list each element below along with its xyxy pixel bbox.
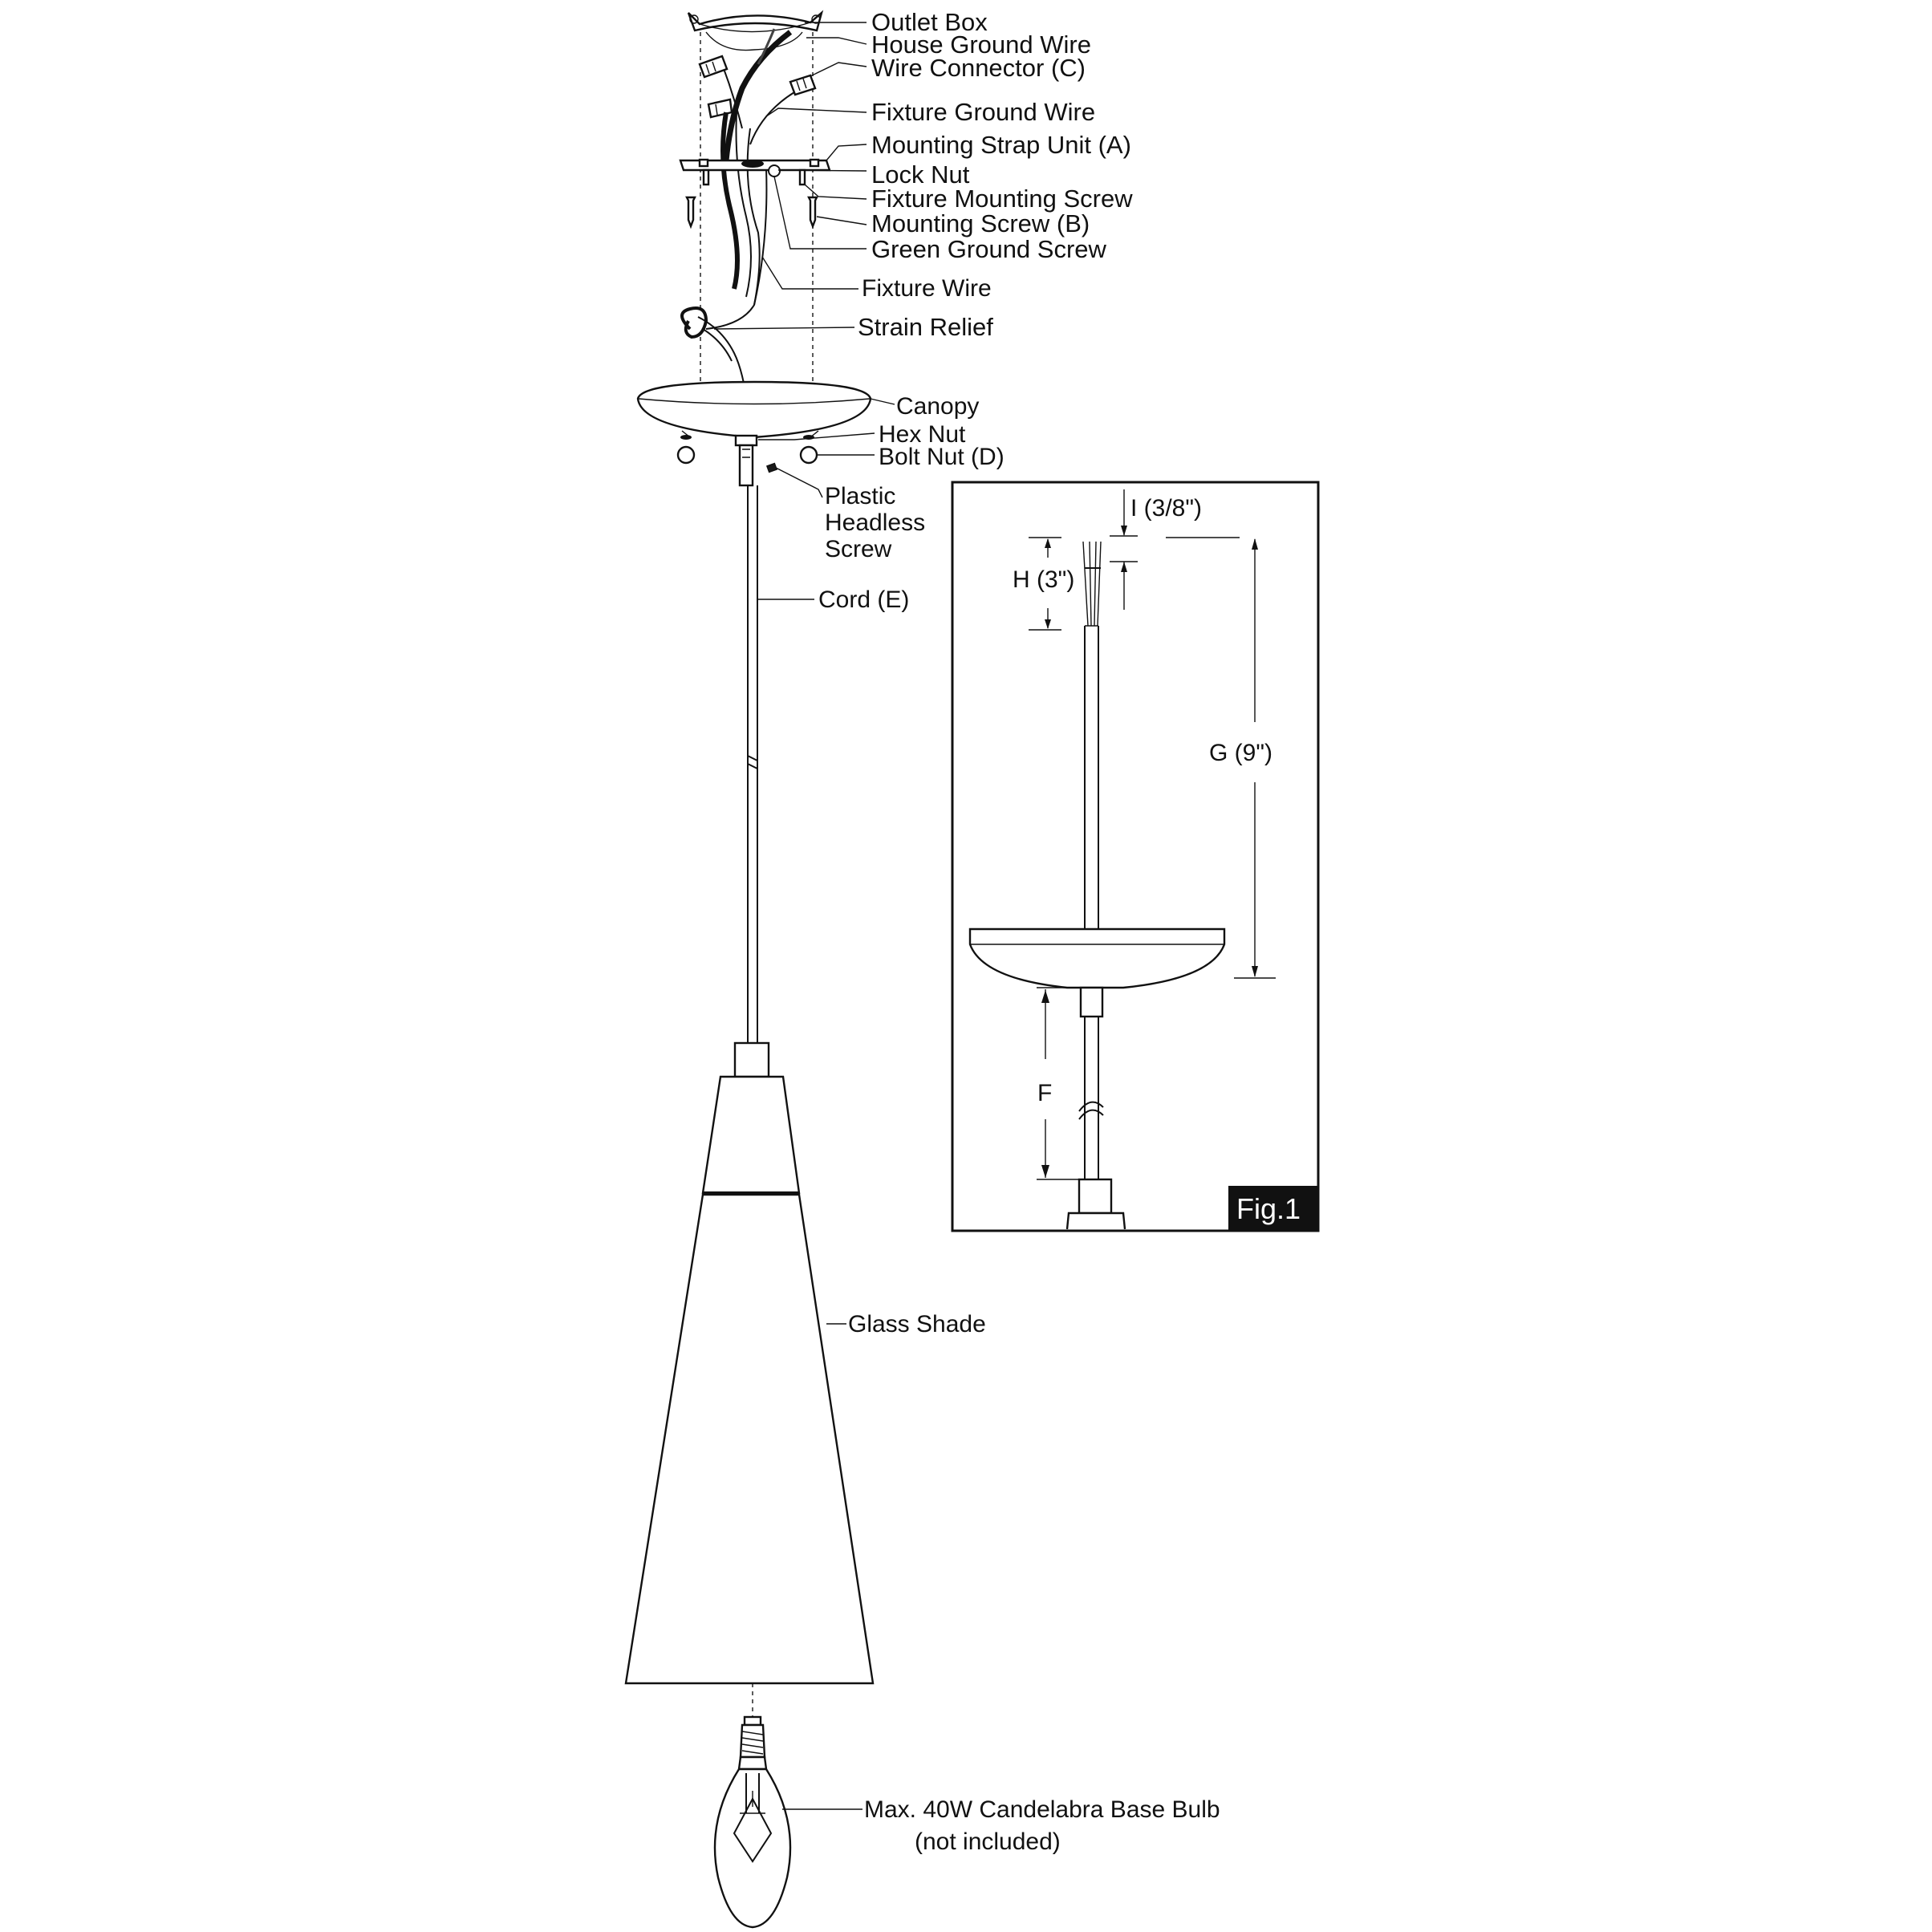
fig1-inset <box>952 482 1318 1231</box>
hex-nut-icon <box>736 436 757 485</box>
socket <box>735 1043 769 1077</box>
label-bolt-nut: Bolt Nut (D) <box>879 444 1005 470</box>
glass-shade <box>626 1077 873 1683</box>
dim-h-label: H (3") <box>1013 566 1075 593</box>
label-plastic-screw-line3: Screw <box>825 536 892 562</box>
label-bulb-line2: (not included) <box>915 1828 1061 1855</box>
label-green-ground-screw: Green Ground Screw <box>871 235 1106 263</box>
fixture-wire-bundle <box>706 92 794 329</box>
fixture-mounting-screw-icon <box>704 170 805 185</box>
label-lock-nut: Lock Nut <box>871 160 970 189</box>
outlet-box <box>688 13 822 51</box>
dim-g-label: G (9") <box>1209 740 1272 766</box>
label-canopy: Canopy <box>896 393 980 420</box>
label-plastic-screw-line2: Headless <box>825 509 926 536</box>
label-hex-nut: Hex Nut <box>879 421 966 448</box>
dim-f-label: F <box>1037 1080 1053 1106</box>
label-cord: Cord (E) <box>818 586 910 613</box>
label-fixture-wire: Fixture Wire <box>862 275 992 302</box>
candelabra-bulb <box>715 1717 790 1927</box>
label-mounting-strap: Mounting Strap Unit (A) <box>871 131 1131 159</box>
label-fixture-mounting-screw: Fixture Mounting Screw <box>871 185 1133 213</box>
label-wire-connector: Wire Connector (C) <box>871 54 1086 82</box>
cord <box>748 485 757 1043</box>
label-house-ground-wire: House Ground Wire <box>871 30 1091 59</box>
plastic-headless-screw-icon <box>767 464 777 473</box>
label-outlet-box: Outlet Box <box>871 8 988 36</box>
label-fixture-ground-wire: Fixture Ground Wire <box>871 98 1096 126</box>
label-bulb-line1: Max. 40W Candelabra Base Bulb <box>864 1796 1220 1823</box>
label-mounting-screw: Mounting Screw (B) <box>871 209 1090 237</box>
dim-i-label: I (3/8") <box>1130 495 1203 522</box>
label-strain-relief: Strain Relief <box>858 313 993 341</box>
fig1-title: Fig.1 <box>1236 1192 1301 1225</box>
label-plastic-screw-line1: Plastic <box>825 483 896 509</box>
canopy <box>638 382 871 437</box>
label-glass-shade: Glass Shade <box>848 1311 986 1337</box>
